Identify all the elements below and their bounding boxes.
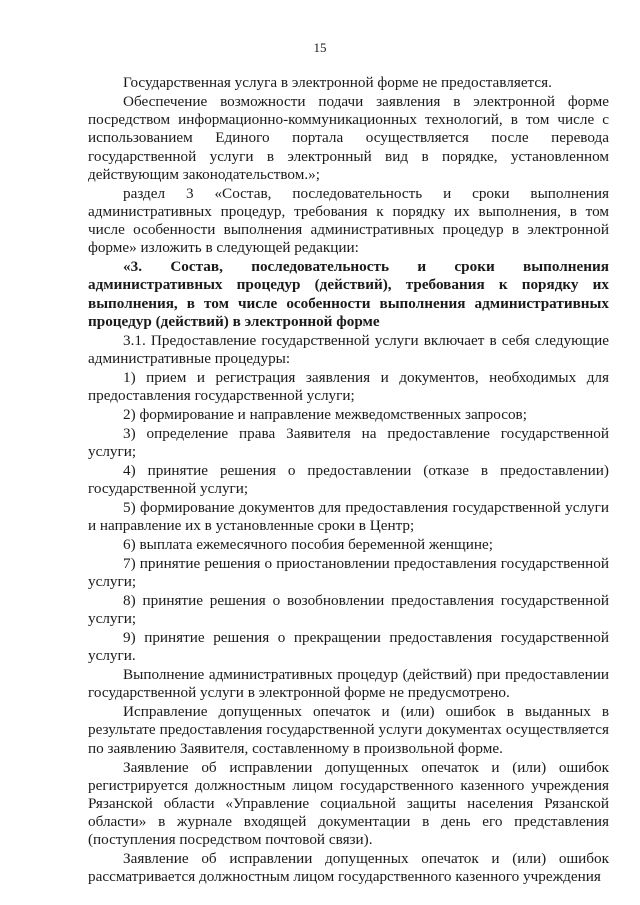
paragraph: раздел 3 «Состав, последовательность и сроки выполнения административных процедур, требования к порядку их выполнения, в том числе особенности выполнения административных процедур в электронной форме» изложить в следующей редакции: — [88, 184, 609, 257]
paragraph: Заявление об исправлении допущенных опечаток и (или) ошибок рассматривается должностным лицом государственного казенного учреждения — [88, 850, 609, 886]
paragraph: Обеспечение возможности подачи заявления в электронной форме посредством информационно-коммуникационных технологий, в том числе с использованием Единого портала осуществляется после перевода государственной услуги в электронный вид в порядке, установленном действующим законодательством.»; — [88, 92, 609, 183]
list-item: 7) принятие решения о приостановлении предоставления государственной услуги; — [88, 554, 609, 591]
list-item: 2) формирование и направление межведомственных запросов; — [123, 405, 527, 423]
list-item: 4) принятие решения о предоставлении (отказе в предоставлении) государственной услуги; — [88, 461, 609, 497]
list-item: 8) принятие решения о возобновлении предоставления государственной услуги; — [88, 591, 609, 628]
document-body — [88, 74, 609, 887]
paragraph: 3.1. Предоставление государственной услуги включает в себя следующие административные процедуры: — [88, 331, 609, 367]
section-heading: «3. Состав, последовательность и сроки выполнения административных процедур (действий), требования к порядку их выполнения, в том числе особенности выполнения административных процедур (действий) в электронной форме — [88, 258, 609, 330]
page-number: 15 — [313, 40, 327, 55]
list-item: 1) прием и регистрация заявления и документов, необходимых для предоставления государственной услуги; — [88, 368, 609, 404]
paragraph: Государственная услуга в электронной форме не предоставляется. — [123, 74, 552, 91]
list-item: 5) формирование документов для предоставления государственной услуги и направление их в установленные сроки в Центр; — [88, 498, 609, 535]
paragraph: Выполнение административных процедур (действий) при предоставлении государственной услуги в электронной форме не предусмотрено. — [88, 666, 609, 702]
list-item: 6) выплата ежемесячного пособия беременной женщине; — [123, 535, 493, 553]
paragraph: Заявление об исправлении допущенных опечаток и (или) ошибок регистрируется должностным лицом государственного казенного учреждения Рязанской области «Управление социальной защиты населения Рязанской области» в журнале входящей документации в день его представления (поступления посредством почтовой связи). — [88, 758, 609, 849]
list-item: 9) принятие решения о прекращении предоставления государственной услуги. — [88, 629, 609, 665]
list-item: 3) определение права Заявителя на предоставление государственной услуги; — [88, 424, 609, 460]
paragraph: Исправление допущенных опечаток и (или) ошибок в выданных в результате предоставления государственной услуги документах осуществляется по заявлению Заявителя, составленному в произвольной форме. — [88, 703, 609, 757]
